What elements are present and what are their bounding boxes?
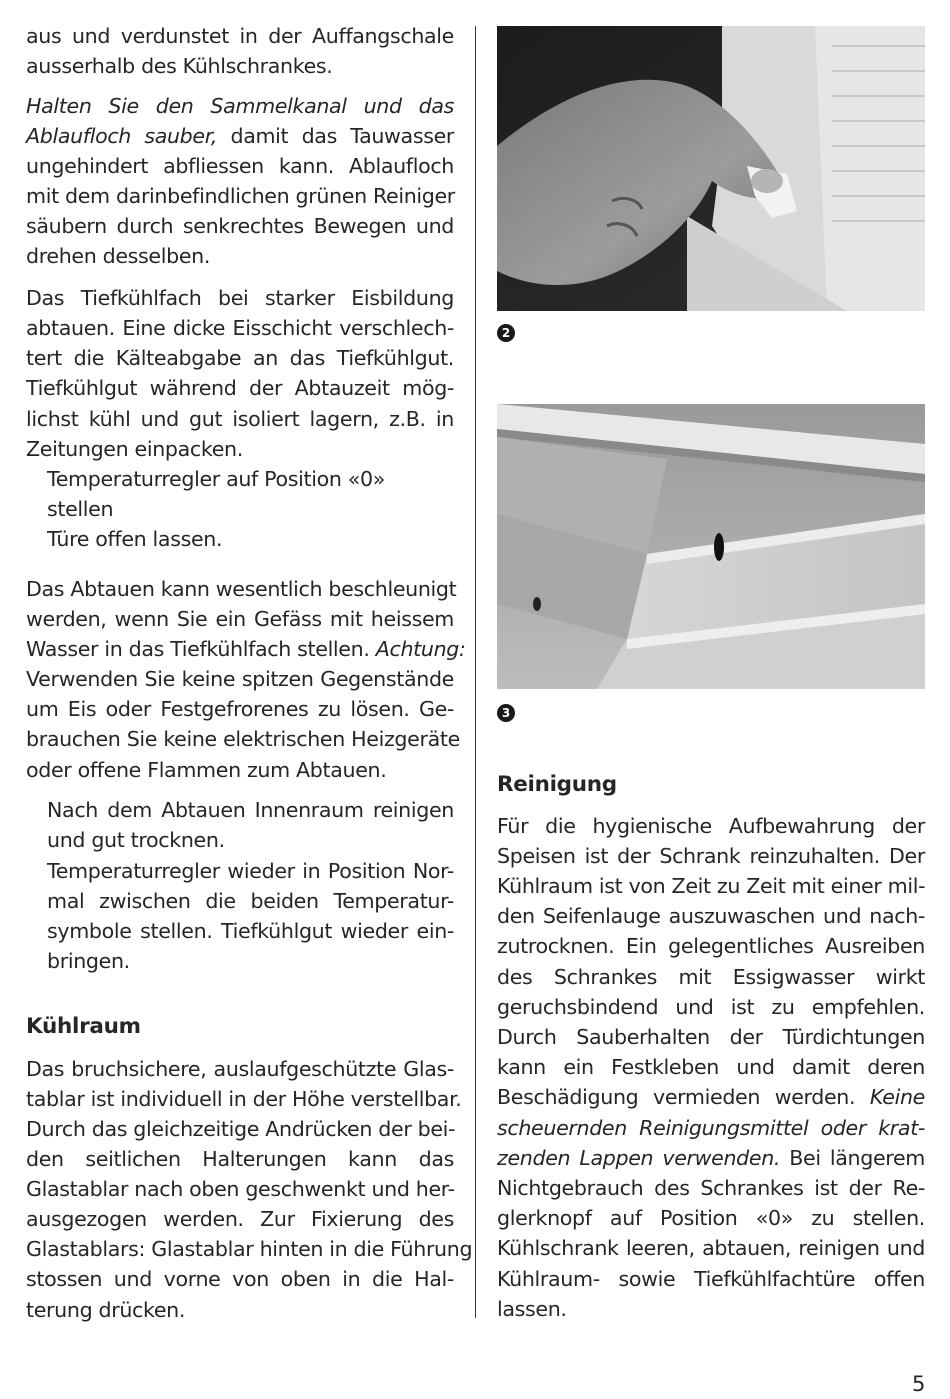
text-line: ungehindert abfliessen kann. Ablaufloch [26, 154, 454, 178]
text-line: Durch das gleichzeitige Andrücken der bei- [26, 1117, 456, 1141]
italic-text: Achtung: [375, 637, 466, 661]
text-line: um Eis oder Festgefrorenes zu lösen. Ge- [26, 697, 454, 721]
text-line: Das Tiefkühlfach bei starker Eisbildung [26, 286, 454, 310]
text-line: Verwenden Sie keine spitzen Gegenstände [26, 667, 454, 691]
text-line: ausgezogen werden. Zur Fixierung des [26, 1207, 454, 1231]
list-item [26, 464, 454, 494]
text-span: damit das Tauwasser [230, 124, 455, 148]
text-line: kann ein Festkleben und damit deren [497, 1055, 925, 1079]
text-line: Kühlschrank leeren, abtauen, reinigen und [497, 1236, 925, 1260]
text-line: bringen. [47, 949, 130, 973]
italic-text: scheuernden Reinigungsmittel oder krat- [497, 1116, 925, 1140]
text-line: des Schrankes mit Essigwasser wirkt [497, 965, 925, 989]
figure-number-badge: 2 [497, 324, 515, 342]
text-line: säubern durch senkrechtes Bewegen und [26, 214, 454, 238]
photo-drain-channel [497, 404, 925, 689]
text-line: Glastablar nach oben geschwenkt und her- [26, 1177, 455, 1201]
text-line: Speisen ist der Schrank reinzuhalten. Der [497, 844, 925, 868]
text-line: tablar ist individuell in der Höhe verstellbar. [26, 1087, 462, 1111]
list-item [26, 795, 454, 825]
text-line: brauchen Sie keine elektrischen Heizgeräte [26, 727, 460, 751]
text-line: Kühlraum- sowie Tiefkühlfachtüre offen [497, 1267, 925, 1291]
column-divider [475, 26, 476, 1318]
italic-text: Keine [869, 1085, 925, 1109]
text-line: stossen und vorne von oben in die Hal- [26, 1267, 454, 1291]
text-line [497, 1143, 925, 1173]
text-line: abtauen. Eine dicke Eisschicht verschlech- [26, 316, 454, 340]
text-span: Wasser in das Tiefkühlfach stellen. [26, 637, 370, 661]
list-item [26, 524, 454, 554]
photo-drain-channel-image [497, 404, 925, 689]
figure-number-badge: 3 [497, 704, 515, 722]
text-span: Beschädigung vermieden werden. [497, 1085, 856, 1109]
text-line: symbole stellen. Tiefkühlgut wieder ein- [47, 919, 454, 943]
text-line [26, 91, 454, 121]
text-span: Temperaturregler wieder in Position Nor- [47, 859, 454, 883]
text-line [497, 1113, 925, 1143]
text-line: tert die Kälteabgabe an das Tiefkühlgut. [26, 346, 454, 370]
section-heading: Reinigung [497, 772, 617, 797]
text-line: Das bruchsichere, auslaufgeschützte Glas- [26, 1057, 454, 1081]
text-line: Durch Sauberhalten der Türdichtungen [497, 1025, 925, 1049]
text-line: Tiefkühlgut während der Abtauzeit mög- [26, 376, 454, 400]
text-line: und gut trocknen. [47, 828, 225, 852]
text-line: stellen [47, 497, 114, 521]
page-number: 5 [912, 1372, 926, 1396]
italic-text: zenden Lappen verwenden. [497, 1146, 781, 1170]
text-span: Temperaturregler auf Position «0» [47, 467, 385, 491]
text-line: den Seifenlauge auszuwaschen und nach- [497, 904, 925, 928]
text-line: drehen desselben. [26, 244, 211, 268]
text-line: zutrocknen. Ein gelegentliches Ausreiben [497, 934, 925, 958]
text-line: oder offene Flammen zum Abtauen. [26, 758, 387, 782]
text-span: Bei längerem [789, 1146, 925, 1170]
text-line: den seitlichen Halterungen kann das [26, 1147, 454, 1171]
text-line: terung drücken. [26, 1298, 186, 1322]
photo-hand-drain-image [497, 26, 925, 311]
text-line [497, 1082, 925, 1112]
text-line: lichst kühl und gut isoliert lagern, z.B. in [26, 407, 454, 431]
photo-hand-drain [497, 26, 925, 311]
text-line: mal zwischen die beiden Temperatur- [47, 889, 454, 913]
text-line: Zeitungen einpacken. [26, 437, 243, 461]
italic-text: Halten Sie den Sammelkanal und das [26, 94, 454, 118]
text-line [26, 121, 454, 151]
text-line: lassen. [497, 1297, 567, 1321]
text-line [26, 634, 466, 664]
text-line: werden, wenn Sie ein Gefäss mit heissem [26, 607, 454, 631]
text-line: Kühlraum ist von Zeit zu Zeit mit einer mil- [497, 874, 926, 898]
text-line: Das Abtauen kann wesentlich beschleunigt [26, 577, 457, 601]
text-line: Für die hygienische Aufbewahrung der [497, 814, 925, 838]
text-line: glerknopf auf Position «0» zu stellen. [497, 1206, 925, 1230]
section-heading: Kühlraum [26, 1014, 141, 1039]
text-line: Nichtgebrauch des Schrankes ist der Re- [497, 1176, 925, 1200]
text-line: mit dem darinbefindlichen grünen Reiniger [26, 184, 455, 208]
text-span: Nach dem Abtauen Innenraum reinigen [47, 798, 454, 822]
text-line: geruchsbindend und ist zu empfehlen. [497, 995, 925, 1019]
text-span: Türe offen lassen. [47, 527, 223, 551]
text-line: ausserhalb des Kühlschrankes. [26, 54, 333, 78]
list-item [26, 856, 454, 886]
text-line: Glastablars: Glastablar hinten in die Führung [26, 1237, 473, 1261]
text-line: aus und verdunstet in der Auffangschale [26, 24, 454, 48]
italic-text: Ablaufloch sauber, [26, 124, 218, 148]
